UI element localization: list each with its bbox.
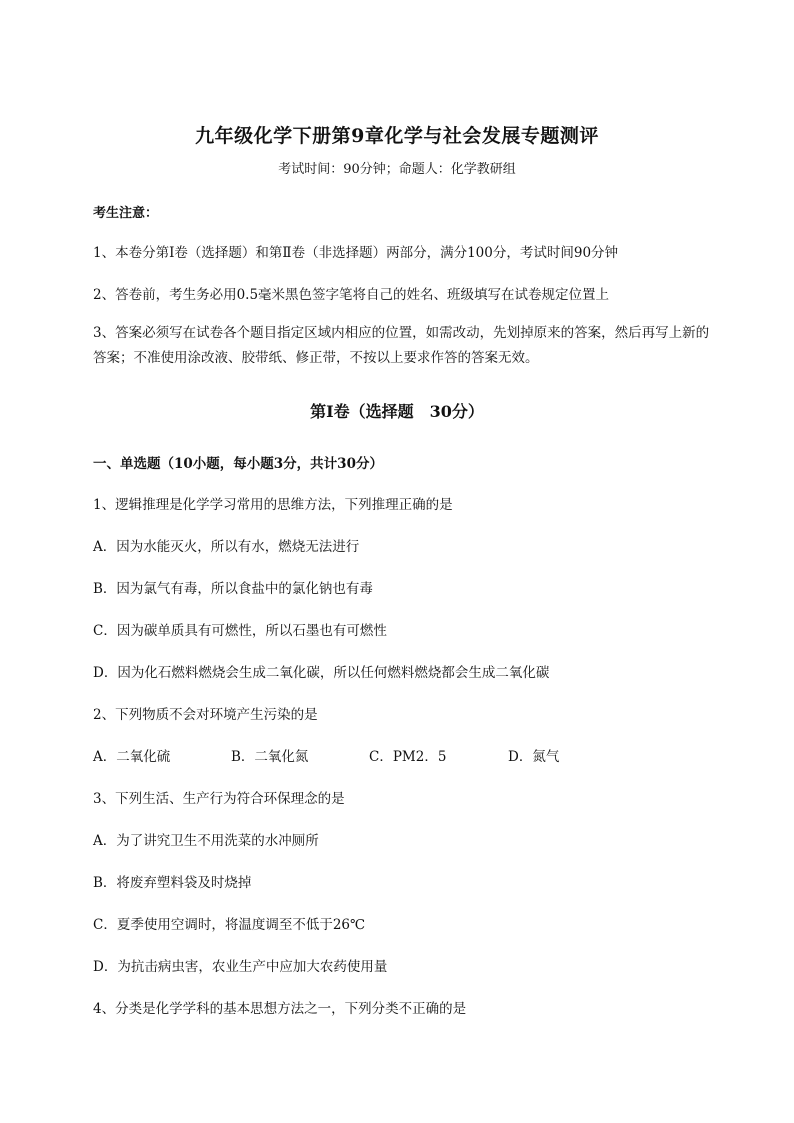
question-stem: 1、逻辑推理是化学学习常用的思维方法，下列推理正确的是: [93, 497, 453, 513]
answer-option: D．因为化石燃料燃烧会生成二氧化碳，所以任何燃料燃烧都会生成二氧化碳: [93, 665, 550, 681]
question-stem: 2、下列物质不会对环境产生污染的是: [93, 707, 318, 723]
answer-option: D．氮气: [508, 749, 560, 765]
notice-heading: 考生注意：: [93, 206, 159, 221]
answer-option: A．因为水能灭火，所以有水，燃烧无法进行: [93, 539, 360, 555]
page-title: 九年级化学下册第9章化学与社会发展专题测评: [195, 125, 599, 147]
answer-option: A．为了讲究卫生不用洗菜的水冲厕所: [93, 833, 319, 849]
answer-option: B．二氧化氮: [231, 749, 309, 765]
answer-option: C．因为碳单质具有可燃性，所以石墨也有可燃性: [93, 623, 387, 639]
question-stem: 4、分类是化学学科的基本思想方法之一，下列分类不正确的是: [93, 1001, 467, 1017]
question-stem: 3、下列生活、生产行为符合环保理念的是: [93, 791, 345, 807]
exam-info: 考试时间：90分钟；命题人：化学教研组: [278, 162, 516, 177]
notice-item: 1、本卷分第I卷（选择题）和第Ⅱ卷（非选择题）两部分，满分100分，考试时间90分钟: [93, 245, 619, 261]
answer-option: D．为抗击病虫害，农业生产中应加大农药使用量: [93, 959, 388, 975]
answer-option: C．PM2．5: [369, 749, 447, 765]
notice-item: 2、答卷前，考生务必用0.5毫米黑色签字笔将自己的姓名、班级填写在试卷规定位置上: [93, 287, 610, 303]
answer-option: B．将废弃塑料袋及时烧掉: [93, 875, 252, 891]
question-group-heading: 一、单选题（10小题，每小题3分，共计30分）: [93, 456, 383, 472]
answer-option: B．因为氯气有毒，所以食盐中的氯化钠也有毒: [93, 581, 373, 597]
answer-option: C．夏季使用空调时，将温度调至不低于26℃: [93, 917, 366, 933]
notice-item: 3、答案必须写在试卷各个题目指定区域内相应的位置，如需改动，先划掉原来的答案，然后再写上新的答案；不准使用涂改液、胶带纸、修正带，不按以上要求作答的答案无效。: [93, 325, 710, 366]
section-heading: 第I卷（选择题 30分）: [310, 402, 484, 421]
answer-option: A．二氧化硫: [93, 749, 171, 765]
